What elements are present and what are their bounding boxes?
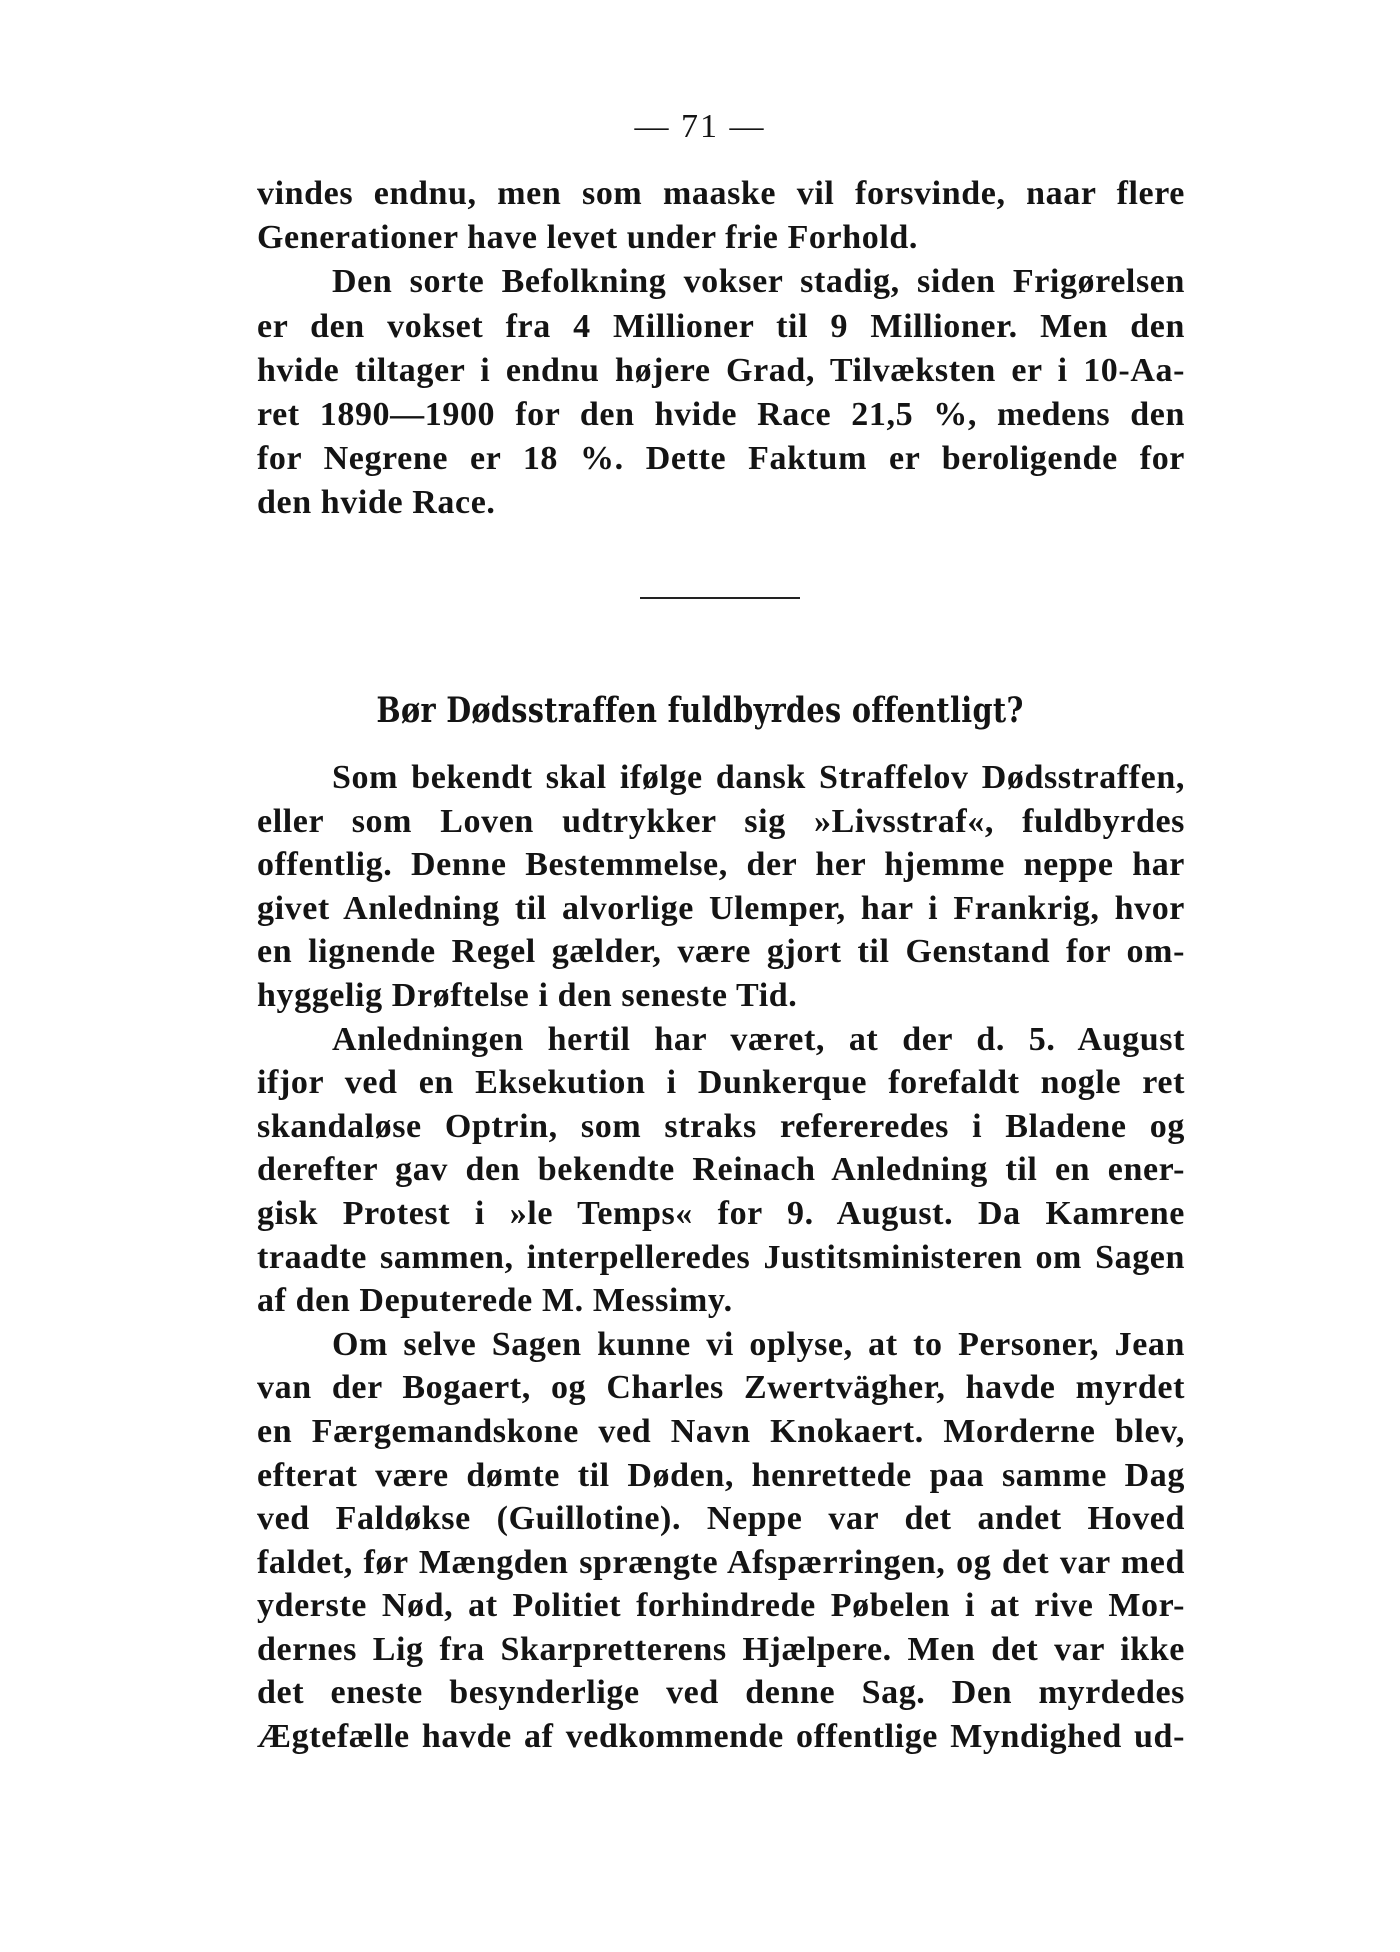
text-line: Ægtefælle havde af vedkommende offentlige Myndighed ud- [257, 1718, 1185, 1756]
text-line: derefter gav den bekendte Reinach Anledning til en ener- [257, 1151, 1185, 1189]
text-line: af den Deputerede M. Messimy. [257, 1282, 733, 1320]
text-line: ret 1890—1900 for den hvide Race 21,5 %, medens den [257, 396, 1185, 434]
text-line: ifjor ved en Eksekution i Dunkerque forefaldt nogle ret [257, 1064, 1185, 1102]
text-line: skandaløse Optrin, som straks refereredes i Bladene og [257, 1107, 1185, 1145]
text-line: yderste Nød, at Politiet forhindrede Pøbelen i at rive Mor- [257, 1587, 1185, 1625]
section-heading: Bør Dødsstraffen fuldbyrdes offentligt? [376, 690, 1024, 731]
text-line: en Færgemandskone ved Navn Knokaert. Morderne blev, [257, 1412, 1185, 1450]
page-number: — 71 — [634, 108, 766, 145]
text-line: Som bekendt skal ifølge dansk Straffelov Dødsstraffen, [332, 759, 1185, 796]
text-line: van der Bogaert, og Charles Zwertvägher, havde myrdet [257, 1369, 1185, 1407]
text-line: den hvide Race. [257, 484, 496, 522]
text-line: faldet, før Mængden sprængte Afspærringen, og det var med [257, 1543, 1185, 1581]
text-line: for Negrene er 18 %. Dette Faktum er beroligende for [257, 440, 1185, 478]
text-line: er den vokset fra 4 Millioner til 9 Millioner. Men den [257, 307, 1185, 345]
text-line: hvide tiltager i endnu højere Grad, Tilvæksten er i 10-Aa- [257, 351, 1185, 389]
text-line: traadte sammen, interpelleredes Justitsministeren om Sagen [257, 1238, 1185, 1276]
text-line: gisk Protest i »le Temps« for 9. August. Da Kamrene [257, 1194, 1185, 1232]
text-block-main [257, 756, 1185, 1759]
text-line: Den sorte Befolkning vokser stadig, siden Frigørelsen [332, 263, 1185, 301]
text-line: vindes endnu, men som maaske vil forsvinde, naar flere [257, 175, 1185, 212]
text-line: efterat være dømte til Døden, henrettede paa samme Dag [257, 1456, 1185, 1494]
text-line: eller som Loven udtrykker sig »Livsstraf«, fuldbyrdes [257, 802, 1185, 840]
text-line: en lignende Regel gælder, være gjort til Genstand for om- [257, 933, 1185, 971]
text-line: Anledningen hertil har været, at der d. 5. August [332, 1020, 1185, 1058]
text-line: Generationer have levet under frie Forhold. [257, 219, 918, 257]
text-line: hyggelig Drøftelse i den seneste Tid. [257, 976, 798, 1014]
section-divider [640, 597, 800, 599]
text-line: Om selve Sagen kunne vi oplyse, at to Personer, Jean [332, 1325, 1185, 1363]
text-line: dernes Lig fra Skarpretterens Hjælpere. Men det var ikke [257, 1630, 1185, 1668]
text-line: ved Faldøkse (Guillotine). Neppe var det andet Hoved [257, 1500, 1185, 1538]
text-line: det eneste besynderlige ved denne Sag. Den myrdedes [257, 1674, 1185, 1712]
text-line: offentlig. Denne Bestemmelse, der her hjemme neppe har [257, 846, 1185, 884]
text-block-top [257, 172, 1185, 526]
text-line: givet Anledning til alvorlige Ulemper, har i Frankrig, hvor [257, 889, 1185, 927]
